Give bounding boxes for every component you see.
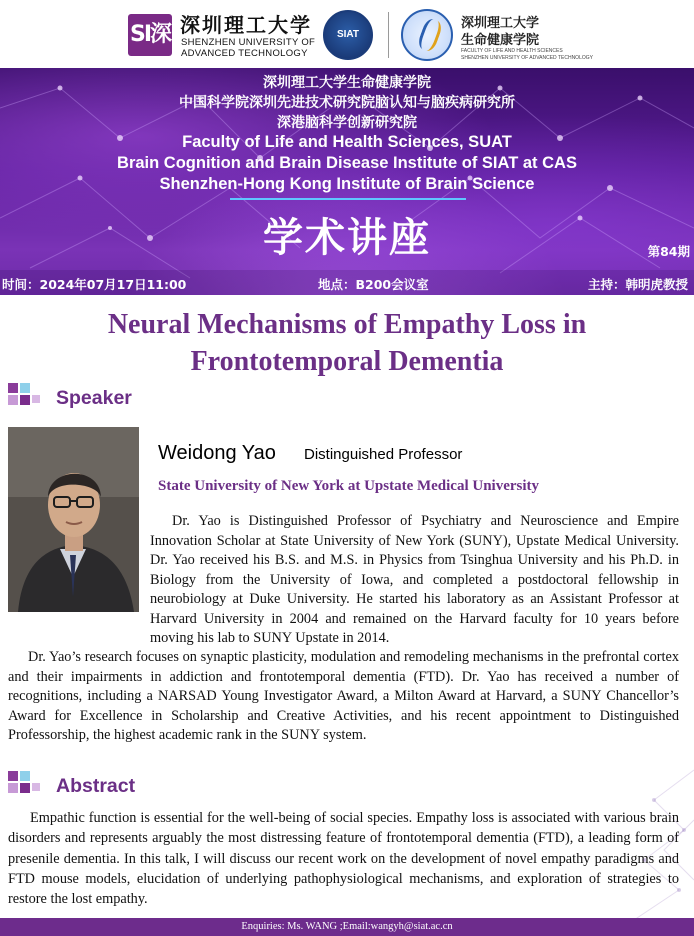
org-en-1: Faculty of Life and Health Sciences, SUAT <box>182 133 512 151</box>
speaker-photo <box>8 427 139 612</box>
org-en-3: Shenzhen-Hong Kong Institute of Brain Science <box>159 175 535 193</box>
university-name-cn: 深圳理工大学 <box>180 13 312 37</box>
talk-title-line1: Neural Mechanisms of Empathy Loss in <box>107 309 587 340</box>
issue-number: 第84期 <box>647 244 690 259</box>
speaker-bio-paragraph-2: Dr. Yao’s research focuses on synaptic plasticity, modulation and remodeling mechanisms in the prefrontal cortex and their impairments in addiction and frontotemporal dementia (FTD). Dr. Yao has received a number of recognitions, including a NARSAD Young Investigator Award, a Milton Award at Harvard, a SUNY Chancellor’s Award for Excellence in Scholarship and Creative Activities, and his recent appointment to Distinguished Professorship, the highest academic rank in the SUNY system. <box>8 649 679 743</box>
section-squares-icon <box>8 771 42 801</box>
university-name-en-line2: ADVANCED TECHNOLOGY <box>181 48 308 59</box>
faculty-name-en-line1: FACULTY OF LIFE AND HEALTH SCIENCES <box>461 48 563 54</box>
talk-title-line2: Frontotemporal Dementia <box>190 346 504 377</box>
suat-logo-icon: SI深 <box>128 14 172 56</box>
talk-title <box>0 306 694 380</box>
speaker-position: Distinguished Professor <box>304 446 463 463</box>
speaker-institution: State University of New York at Upstate Medical University <box>158 478 540 494</box>
event-time: 时间：2024年07月17日11:00 <box>2 277 187 292</box>
university-name-en-line1: SHENZHEN UNIVERSITY OF <box>181 37 316 48</box>
speaker-bio-paragraph-1: Dr. Yao is Distinguished Professor of Psychiatry and Neuroscience and Empire Innovation Scholar at State University of New York (SUNY), Upstate Medical University. Dr. Yao received his B.S. and M.S. in Physics from Tsinghua University and his Ph.D. in Biology from the University of Iowa, and completed a postdoctoral fellowship in neurobiology at Duke University. He started his laboratory as an Assistant Professor at Harvard University in 2004 and remained on the Harvard faculty for 10 years before moving his lab to SUNY Upstate in 2014. <box>150 513 679 646</box>
event-host: 主持：韩明虎教授 <box>587 277 688 292</box>
org-en-2: Brain Cognition and Brain Disease Institute of SIAT at CAS <box>117 154 577 172</box>
section-squares-icon <box>8 383 42 413</box>
event-title: 学术讲座 <box>263 215 431 261</box>
logo-divider <box>388 12 389 58</box>
logo-bar <box>0 0 694 68</box>
event-location: 地点：B200会议室 <box>318 277 429 292</box>
siat-logo-icon <box>323 10 373 60</box>
org-cn-3: 深港脑科学创新研究院 <box>277 115 417 131</box>
speaker-name: Weidong Yao <box>158 442 276 464</box>
siat-logo-text: SIAT <box>336 29 360 40</box>
flhs-logo-icon <box>401 9 453 61</box>
faculty-name-cn-line2: 生命健康学院 <box>461 33 540 48</box>
speaker-section-heading: Speaker <box>56 387 132 409</box>
faculty-name-en-line2: SHENZHEN UNIVERSITY OF ADVANCED TECHNOLOGY <box>461 55 593 61</box>
abstract-text: Empathic function is essential for the well-being of social species. Empathy loss is associated with various brain disorders and represents arguably the most distressing feature of frontotemporal dementia (FTD), a leading form of presenile dementia. In this talk, I will discuss our recent work on the development of novel empathy paradigms and FTD mouse models, elucidation of underlying pathophysiological mechanisms, and exploration of strategies to restore the lost empathy. <box>8 810 679 908</box>
org-cn-1: 深圳理工大学生命健康学院 <box>263 75 431 91</box>
header-banner <box>0 68 694 295</box>
org-cn-2: 中国科学院深圳先进技术研究院脑认知与脑疾病研究所 <box>179 95 515 111</box>
banner-underline <box>230 198 466 200</box>
faculty-name-cn-line1: 深圳理工大学 <box>461 16 540 31</box>
abstract-section-heading: Abstract <box>56 775 136 797</box>
footer-enquiries: Enquiries: Ms. WANG ;Email:wangyh@siat.ac.cn <box>0 918 694 936</box>
